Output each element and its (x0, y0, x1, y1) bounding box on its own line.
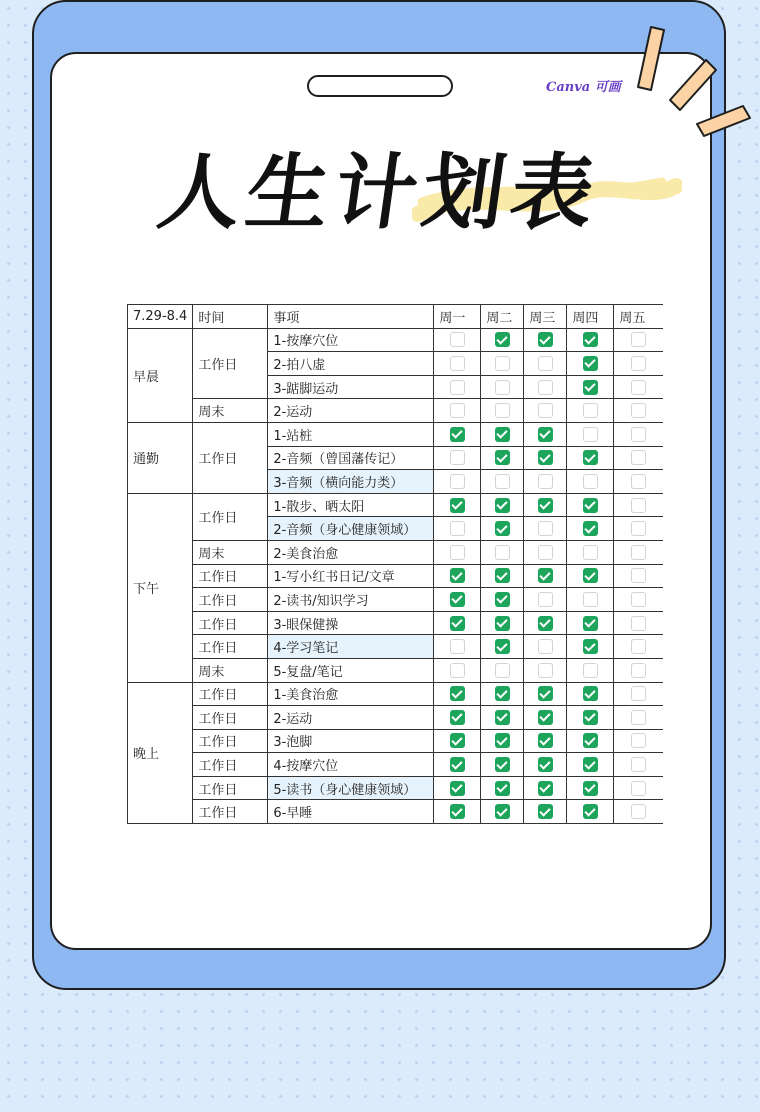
day-check-cell (524, 611, 567, 635)
day-check-cell (524, 422, 567, 446)
day-check-cell (524, 375, 567, 399)
checkbox-checked-icon[interactable] (450, 568, 465, 583)
day-check-cell (434, 635, 481, 659)
day-check-cell (614, 611, 663, 635)
day-check-cell (434, 375, 481, 399)
item-cell: 2-运动 (268, 399, 434, 423)
time-cell: 工作日 (193, 564, 268, 588)
day-check-cell (567, 328, 614, 352)
table-row (128, 682, 663, 706)
day-check-cell (524, 470, 567, 494)
checkbox-checked-icon[interactable] (583, 757, 598, 772)
time-cell: 工作日 (193, 800, 268, 824)
checkbox-checked-icon[interactable] (495, 592, 510, 607)
item-cell: 1-美食治愈 (268, 682, 434, 706)
checkbox-empty-icon[interactable] (538, 380, 553, 395)
day-check-cell (524, 635, 567, 659)
day-check-cell (614, 800, 663, 824)
day-check-cell (567, 399, 614, 423)
checkbox-empty-icon[interactable] (450, 450, 465, 465)
checkbox-checked-icon[interactable] (495, 686, 510, 701)
checkbox-checked-icon[interactable] (495, 639, 510, 654)
day-check-cell (524, 800, 567, 824)
checkbox-empty-icon[interactable] (631, 403, 646, 418)
checkbox-checked-icon[interactable] (450, 781, 465, 796)
day-check-cell (614, 470, 663, 494)
checkbox-empty-icon[interactable] (538, 403, 553, 418)
header-day: 周三 (524, 305, 567, 329)
day-check-cell (434, 753, 481, 777)
checkbox-checked-icon[interactable] (495, 804, 510, 819)
day-check-cell (481, 470, 524, 494)
day-check-cell (481, 399, 524, 423)
day-check-cell (481, 776, 524, 800)
checkbox-empty-icon[interactable] (450, 356, 465, 371)
checkbox-empty-icon[interactable] (450, 545, 465, 560)
period-cell: 晚上 (128, 682, 193, 824)
checkbox-checked-icon[interactable] (583, 686, 598, 701)
item-cell: 3-踮脚运动 (268, 375, 434, 399)
day-check-cell (614, 729, 663, 753)
day-check-cell (567, 776, 614, 800)
item-cell: 5-复盘/笔记 (268, 658, 434, 682)
checkbox-empty-icon[interactable] (538, 474, 553, 489)
checkbox-empty-icon[interactable] (450, 332, 465, 347)
day-check-cell (481, 328, 524, 352)
day-check-cell (481, 375, 524, 399)
day-check-cell (614, 517, 663, 541)
checkbox-checked-icon[interactable] (495, 710, 510, 725)
checkbox-empty-icon[interactable] (450, 380, 465, 395)
item-cell: 1-散步、晒太阳 (268, 493, 434, 517)
day-check-cell (614, 564, 663, 588)
day-check-cell (481, 682, 524, 706)
checkbox-checked-icon[interactable] (583, 804, 598, 819)
checkbox-empty-icon[interactable] (631, 380, 646, 395)
checkbox-checked-icon[interactable] (450, 498, 465, 513)
day-check-cell (434, 399, 481, 423)
time-cell: 工作日 (193, 328, 268, 399)
day-check-cell (481, 800, 524, 824)
checkbox-empty-icon[interactable] (538, 521, 553, 536)
checkbox-checked-icon[interactable] (538, 710, 553, 725)
checkbox-checked-icon[interactable] (495, 521, 510, 536)
checkbox-checked-icon[interactable] (583, 450, 598, 465)
checkbox-empty-icon[interactable] (631, 639, 646, 654)
checkbox-empty-icon[interactable] (631, 545, 646, 560)
table-row (128, 753, 663, 777)
time-cell: 工作日 (193, 729, 268, 753)
day-check-cell (614, 753, 663, 777)
day-check-cell (614, 399, 663, 423)
checkbox-checked-icon[interactable] (583, 521, 598, 536)
checkbox-checked-icon[interactable] (450, 686, 465, 701)
day-check-cell (614, 446, 663, 470)
day-check-cell (524, 328, 567, 352)
day-check-cell (434, 422, 481, 446)
day-check-cell (434, 729, 481, 753)
checkbox-checked-icon[interactable] (538, 332, 553, 347)
day-check-cell (481, 540, 524, 564)
day-check-cell (434, 328, 481, 352)
table-row (128, 588, 663, 612)
table-row (128, 635, 663, 659)
time-cell: 周末 (193, 540, 268, 564)
item-cell: 3-音频（横向能力类） (268, 470, 434, 494)
day-check-cell (567, 493, 614, 517)
period-cell: 通勤 (128, 422, 193, 493)
day-check-cell (434, 517, 481, 541)
item-cell: 2-读书/知识学习 (268, 588, 434, 612)
checkbox-checked-icon[interactable] (538, 568, 553, 583)
item-cell: 6-早睡 (268, 800, 434, 824)
checkbox-checked-icon[interactable] (583, 568, 598, 583)
day-check-cell (434, 470, 481, 494)
day-check-cell (481, 446, 524, 470)
checkbox-empty-icon[interactable] (583, 592, 598, 607)
item-cell: 3-眼保健操 (268, 611, 434, 635)
time-cell: 周末 (193, 399, 268, 423)
table-row (128, 422, 663, 446)
checkbox-empty-icon[interactable] (631, 474, 646, 489)
day-check-cell (524, 493, 567, 517)
checkbox-empty-icon[interactable] (583, 474, 598, 489)
day-check-cell (567, 611, 614, 635)
day-check-cell (567, 588, 614, 612)
checkbox-checked-icon[interactable] (495, 332, 510, 347)
day-check-cell (481, 635, 524, 659)
checkbox-checked-icon[interactable] (583, 781, 598, 796)
checkbox-empty-icon[interactable] (631, 757, 646, 772)
checkbox-empty-icon[interactable] (631, 450, 646, 465)
checkbox-empty-icon[interactable] (450, 521, 465, 536)
day-check-cell (567, 706, 614, 730)
checkbox-checked-icon[interactable] (450, 616, 465, 631)
checkbox-checked-icon[interactable] (495, 568, 510, 583)
checkbox-checked-icon[interactable] (538, 686, 553, 701)
day-check-cell (434, 564, 481, 588)
checkbox-empty-icon[interactable] (450, 639, 465, 654)
day-check-cell (481, 753, 524, 777)
checkbox-checked-icon[interactable] (538, 427, 553, 442)
day-check-cell (481, 611, 524, 635)
checkbox-checked-icon[interactable] (538, 733, 553, 748)
checkbox-empty-icon[interactable] (583, 663, 598, 678)
time-cell: 工作日 (193, 635, 268, 659)
checkbox-empty-icon[interactable] (631, 686, 646, 701)
time-cell: 工作日 (193, 588, 268, 612)
checkbox-empty-icon[interactable] (631, 616, 646, 631)
checkbox-empty-icon[interactable] (631, 498, 646, 513)
day-check-cell (567, 753, 614, 777)
checkbox-empty-icon[interactable] (495, 474, 510, 489)
table-row (128, 540, 663, 564)
header-day: 周五 (614, 305, 663, 329)
checkbox-empty-icon[interactable] (631, 804, 646, 819)
checkbox-empty-icon[interactable] (495, 403, 510, 418)
day-check-cell (524, 588, 567, 612)
day-check-cell (567, 635, 614, 659)
time-cell: 工作日 (193, 422, 268, 493)
day-check-cell (524, 564, 567, 588)
checkbox-empty-icon[interactable] (631, 663, 646, 678)
item-cell: 5-读书（身心健康领域） (268, 776, 434, 800)
day-check-cell (567, 375, 614, 399)
day-check-cell (614, 706, 663, 730)
table-row (128, 564, 663, 588)
day-check-cell (614, 352, 663, 376)
day-check-cell (481, 422, 524, 446)
header-day: 周二 (481, 305, 524, 329)
checkbox-checked-icon[interactable] (538, 757, 553, 772)
day-check-cell (524, 658, 567, 682)
day-check-cell (614, 422, 663, 446)
table-row (128, 729, 663, 753)
checkbox-empty-icon[interactable] (538, 592, 553, 607)
checkbox-checked-icon[interactable] (450, 427, 465, 442)
day-check-cell (481, 564, 524, 588)
item-cell: 1-写小红书日记/文章 (268, 564, 434, 588)
time-cell: 工作日 (193, 706, 268, 730)
day-check-cell (567, 446, 614, 470)
day-check-cell (434, 800, 481, 824)
day-check-cell (524, 729, 567, 753)
day-check-cell (567, 658, 614, 682)
day-check-cell (567, 540, 614, 564)
checkbox-empty-icon[interactable] (450, 403, 465, 418)
checkbox-empty-icon[interactable] (631, 592, 646, 607)
day-check-cell (434, 493, 481, 517)
day-check-cell (481, 517, 524, 541)
day-check-cell (614, 682, 663, 706)
checkbox-checked-icon[interactable] (583, 332, 598, 347)
checkbox-checked-icon[interactable] (450, 733, 465, 748)
item-cell: 3-泡脚 (268, 729, 434, 753)
checkbox-empty-icon[interactable] (450, 474, 465, 489)
item-cell: 4-学习笔记 (268, 635, 434, 659)
checkbox-empty-icon[interactable] (631, 733, 646, 748)
checkbox-empty-icon[interactable] (631, 781, 646, 796)
checkbox-checked-icon[interactable] (495, 616, 510, 631)
day-check-cell (434, 540, 481, 564)
checkbox-empty-icon[interactable] (583, 403, 598, 418)
day-check-cell (614, 328, 663, 352)
checkbox-empty-icon[interactable] (538, 663, 553, 678)
day-check-cell (614, 776, 663, 800)
time-cell: 工作日 (193, 776, 268, 800)
table-header-row (128, 305, 663, 329)
clipboard-slot (307, 75, 453, 97)
day-check-cell (434, 611, 481, 635)
page-title: 人生计划表 (152, 146, 606, 241)
item-cell: 2-美食治愈 (268, 540, 434, 564)
day-check-cell (614, 635, 663, 659)
item-cell: 2-音频（曾国藩传记） (268, 446, 434, 470)
checkbox-checked-icon[interactable] (450, 757, 465, 772)
table-row (128, 493, 663, 517)
checkbox-checked-icon[interactable] (583, 639, 598, 654)
day-check-cell (524, 776, 567, 800)
time-cell: 工作日 (193, 493, 268, 540)
checkbox-empty-icon[interactable] (583, 427, 598, 442)
day-check-cell (434, 658, 481, 682)
checkbox-checked-icon[interactable] (538, 781, 553, 796)
day-check-cell (524, 540, 567, 564)
checkbox-checked-icon[interactable] (495, 427, 510, 442)
checkbox-checked-icon[interactable] (583, 356, 598, 371)
checkbox-empty-icon[interactable] (495, 545, 510, 560)
table-row (128, 399, 663, 423)
checkbox-checked-icon[interactable] (495, 757, 510, 772)
checkbox-checked-icon[interactable] (583, 380, 598, 395)
day-check-cell (614, 375, 663, 399)
checkbox-checked-icon[interactable] (538, 804, 553, 819)
checkbox-empty-icon[interactable] (450, 663, 465, 678)
table-row (128, 658, 663, 682)
table-row (128, 800, 663, 824)
checkbox-empty-icon[interactable] (538, 639, 553, 654)
day-check-cell (434, 588, 481, 612)
day-check-cell (567, 517, 614, 541)
item-cell: 4-按摩穴位 (268, 753, 434, 777)
table-row (128, 776, 663, 800)
checkbox-checked-icon[interactable] (450, 804, 465, 819)
day-check-cell (524, 682, 567, 706)
checkbox-empty-icon[interactable] (495, 356, 510, 371)
item-cell: 2-拍八虚 (268, 352, 434, 376)
checkbox-checked-icon[interactable] (495, 781, 510, 796)
period-cell: 下午 (128, 493, 193, 682)
time-cell: 工作日 (193, 682, 268, 706)
header-period: 7.29-8.4 (128, 305, 193, 329)
day-check-cell (434, 446, 481, 470)
brand-logo: Canva 可画 (546, 80, 621, 95)
day-check-cell (614, 588, 663, 612)
table-row (128, 328, 663, 352)
checkbox-checked-icon[interactable] (495, 450, 510, 465)
period-cell: 早晨 (128, 328, 193, 422)
day-check-cell (567, 729, 614, 753)
day-check-cell (481, 706, 524, 730)
day-check-cell (481, 588, 524, 612)
day-check-cell (567, 352, 614, 376)
time-cell: 工作日 (193, 753, 268, 777)
checkbox-empty-icon[interactable] (583, 545, 598, 560)
checkbox-empty-icon[interactable] (631, 427, 646, 442)
checkbox-checked-icon[interactable] (450, 710, 465, 725)
header-day: 周四 (567, 305, 614, 329)
checkbox-empty-icon[interactable] (631, 332, 646, 347)
item-cell: 1-按摩穴位 (268, 328, 434, 352)
checkbox-empty-icon[interactable] (631, 568, 646, 583)
item-cell: 2-运动 (268, 706, 434, 730)
item-cell: 2-音频（身心健康领域） (268, 517, 434, 541)
checkbox-empty-icon[interactable] (495, 663, 510, 678)
header-time: 时间 (193, 305, 268, 329)
checkbox-checked-icon[interactable] (495, 733, 510, 748)
checkbox-empty-icon[interactable] (631, 356, 646, 371)
table-row (128, 706, 663, 730)
day-check-cell (524, 446, 567, 470)
day-check-cell (567, 800, 614, 824)
day-check-cell (567, 470, 614, 494)
day-check-cell (524, 753, 567, 777)
checkbox-empty-icon[interactable] (631, 710, 646, 725)
table-row (128, 611, 663, 635)
day-check-cell (434, 682, 481, 706)
day-check-cell (614, 540, 663, 564)
header-day: 周一 (434, 305, 481, 329)
checkbox-empty-icon[interactable] (631, 521, 646, 536)
day-check-cell (567, 682, 614, 706)
day-check-cell (614, 493, 663, 517)
day-check-cell (524, 517, 567, 541)
day-check-cell (524, 706, 567, 730)
checkbox-checked-icon[interactable] (583, 710, 598, 725)
time-cell: 周末 (193, 658, 268, 682)
day-check-cell (481, 352, 524, 376)
checkbox-empty-icon[interactable] (495, 380, 510, 395)
checkbox-checked-icon[interactable] (583, 733, 598, 748)
day-check-cell (434, 706, 481, 730)
day-check-cell (481, 658, 524, 682)
checkbox-checked-icon[interactable] (538, 498, 553, 513)
checkbox-checked-icon[interactable] (583, 498, 598, 513)
day-check-cell (434, 352, 481, 376)
day-check-cell (481, 729, 524, 753)
checkbox-checked-icon[interactable] (538, 616, 553, 631)
day-check-cell (481, 493, 524, 517)
checkbox-checked-icon[interactable] (583, 616, 598, 631)
day-check-cell (524, 399, 567, 423)
day-check-cell (567, 422, 614, 446)
checkbox-empty-icon[interactable] (538, 545, 553, 560)
time-cell: 工作日 (193, 611, 268, 635)
checkbox-checked-icon[interactable] (538, 450, 553, 465)
checkbox-checked-icon[interactable] (450, 592, 465, 607)
checkbox-checked-icon[interactable] (495, 498, 510, 513)
day-check-cell (434, 776, 481, 800)
day-check-cell (567, 564, 614, 588)
day-check-cell (614, 658, 663, 682)
plan-table (127, 304, 663, 824)
checkbox-empty-icon[interactable] (538, 356, 553, 371)
item-cell: 1-站桩 (268, 422, 434, 446)
day-check-cell (524, 352, 567, 376)
header-item: 事项 (268, 305, 434, 329)
